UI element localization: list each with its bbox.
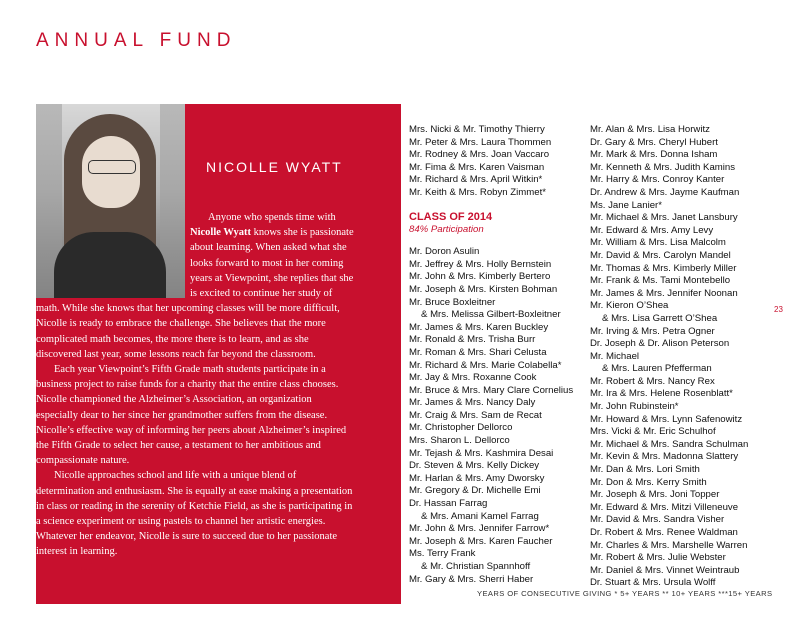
profile-story [36,210,354,560]
story-text: Anyone who spends time with [208,212,336,223]
donor-name: Mr. Christopher Dellorco [409,422,513,434]
donor-name: Mr. James & Mrs. Nancy Daly [409,397,536,409]
story-paragraph [36,468,354,559]
donor-name: Dr. Stuart & Mrs. Ursula Wolff [590,577,716,589]
donor-name: Mr. David & Mrs. Sandra Visher [590,514,725,526]
donor-name: Mr. Kieron O’Shea [590,300,669,312]
donor-name: Mr. Edward & Mrs. Amy Levy [590,224,714,236]
donor-name: Mr. Roman & Mrs. Shari Celusta [409,346,547,358]
donor-name: Mr. Craig & Mrs. Sam de Recat [409,409,542,421]
donor-name: Mr. Peter & Mrs. Laura Thommen [409,136,552,148]
donor-name: Mr. Ronald & Mrs. Trisha Burr [409,334,536,346]
donor-list-class-2014 [409,246,587,586]
donor-name: Ms. Terry Frank [409,548,476,560]
donor-name: Mr. James & Mrs. Jennifer Noonan [590,287,738,299]
donor-name: Mrs. Sharon L. Dellorco [409,435,510,447]
donor-name: Mr. Michael [590,350,640,362]
donor-name: Mr. Richard & Mrs. April Witkin* [409,174,543,186]
donor-name: Mr. Jeffrey & Mrs. Holly Bernstein [409,258,552,270]
donor-name: Dr. Gary & Mrs. Cheryl Hubert [590,136,718,148]
donor-name: & Mrs. Melissa Gilbert-Boxleitner [421,309,561,321]
donor-name: & Mrs. Lauren Pfefferman [602,363,712,375]
donor-name: Dr. Hassan Farrag [409,498,488,510]
donor-name: Mr. Jay & Mrs. Roxanne Cook [409,372,537,384]
story-text: Nicolle approaches school and life with a unique blend of determination and enthusiasm. She is equally at ease making a presentation in class or reading in the serenity of Ketchie Field, as she is participating in a science experiment or using pastels to channel her artistic energies. Whatever her endeavor, Nicolle is sure to succeed due to her passionate interest in learning. [36,470,353,558]
giving-legend: YEARS OF CONSECUTIVE GIVING * 5+ YEARS ** 10+ YEARS ***15+ YEARS [477,589,773,598]
donor-name: Mr. Robert & Mrs. Julie Webster [590,552,726,564]
donor-name: Mr. Bruce Boxleitner [409,296,496,308]
donor-name: Mr. John & Mrs. Kimberly Bertero [409,271,551,283]
donor-name: Mr. David & Mrs. Carolyn Mandel [590,249,731,261]
class-title: CLASS OF 2014 [409,210,493,223]
donor-name: Mr. James & Mrs. Karen Buckley [409,321,549,333]
profile-name: NICOLLE WYATT [206,159,343,175]
donor-name: Mr. Keith & Mrs. Robyn Zimmet* [409,186,547,198]
section-title: ANNUAL FUND [36,30,237,51]
donor-name: & Mrs. Lisa Garrett O’Shea [602,312,718,324]
story-paragraph [36,362,354,468]
donor-name: Mr. John Rubinstein* [590,401,679,413]
donor-name: Mr. Don & Mrs. Kerry Smith [590,476,707,488]
donor-list-previous-class [409,124,587,200]
donor-name: Mr. John & Mrs. Jennifer Farrow* [409,523,550,535]
donor-name: Mr. Richard & Mrs. Marie Colabella* [409,359,562,371]
donor-name: Mr. Mark & Mrs. Donna Isham [590,149,718,161]
donor-name: Mr. Joseph & Mrs. Kirsten Bohman [409,283,558,295]
donor-name: Mrs. Vicki & Mr. Eric Schulhof [590,426,716,438]
donor-name: Mr. Kenneth & Mrs. Judith Kamins [590,161,736,173]
donor-name: Mrs. Nicki & Mr. Timothy Thierry [409,124,545,135]
donor-name: Mr. William & Mrs. Lisa Malcolm [590,237,726,249]
donor-name: Mr. Bruce & Mrs. Mary Clare Cornelius [409,384,574,396]
donor-name: Mr. Fima & Mrs. Karen Vaisman [409,161,545,173]
donor-name: Dr. Robert & Mrs. Renee Waldman [590,527,738,538]
donor-list-class-2014-continued [590,124,770,590]
donor-name: Mr. Gregory & Dr. Michelle Emi [409,485,541,497]
donor-name: Mr. Harlan & Mrs. Amy Dworsky [409,472,545,484]
donor-name: Mr. Frank & Ms. Tami Montebello [590,275,731,287]
donor-name: Dr. Steven & Mrs. Kelly Dickey [409,460,540,472]
donor-name: Dr. Joseph & Dr. Alison Peterson [590,338,730,350]
story-text: Each year Viewpoint’s Fifth Grade math students participate in a business project to raise funds for a charity that the entire class chooses. Nicolle championed the Alzheimer’s Association, an organization especially dear to her since her grandmother suffers from the disease. Nicolle’s effective way of informing her peers about Alzheimer’s inspired the Fifth Grade to select her cause, a testament to her ambitious and compassionate nature. [36,364,347,467]
donor-name: Mr. Robert & Mrs. Nancy Rex [590,375,715,387]
donor-name: Mr. Joseph & Mrs. Joni Topper [590,489,720,501]
donor-name: Mr. Daniel & Mrs. Vinnet Weintraub [590,564,740,576]
photo-text-wrap-spacer [36,210,190,300]
story-name-emphasis: Nicolle Wyatt [190,227,251,239]
donor-name: Mr. Kevin & Mrs. Madonna Slattery [590,451,739,463]
donor-name: Mr. Edward & Mrs. Mitzi Villeneuve [590,501,739,513]
donor-name: Mr. Rodney & Mrs. Joan Vaccaro [409,149,550,161]
donor-name: Dr. Andrew & Mrs. Jayme Kaufman [590,186,740,198]
donor-column-left [409,124,587,586]
donor-column-right [590,124,770,590]
donor-name: Mr. Ira & Mrs. Helene Rosenblatt* [590,388,733,400]
class-participation: 84% Participation [409,223,484,235]
donor-name: Mr. Michael & Mrs. Janet Lansbury [590,212,738,224]
donor-name: & Mr. Christian Spannhoff [421,561,531,572]
donor-name: Mr. Gary & Mrs. Sherri Haber [409,573,534,585]
page-number: 23 [774,305,783,314]
donor-name: Mr. Tejash & Mrs. Kashmira Desai [409,447,554,459]
donor-name: Mr. Thomas & Mrs. Kimberly Miller [590,262,737,274]
photo-glasses-shape [88,160,136,174]
donor-name: Mr. Harry & Mrs. Conroy Kanter [590,174,725,186]
donor-name: Mr. Charles & Mrs. Marshelle Warren [590,539,748,551]
donor-name: Mr. Michael & Mrs. Sandra Schulman [590,438,749,450]
donor-name: Mr. Irving & Mrs. Petra Ogner [590,325,715,337]
donor-name: Mr. Dan & Mrs. Lori Smith [590,464,700,476]
donor-name: Mr. Doron Asulin [409,246,480,258]
donor-name: & Mrs. Amani Kamel Farrag [421,510,539,522]
donor-name: Mr. Joseph & Mrs. Karen Faucher [409,535,553,547]
donor-name: Mr. Alan & Mrs. Lisa Horwitz [590,124,710,135]
donor-name: Ms. Jane Lanier* [590,199,662,211]
story-text: knows she is passionate about learning. When asked what she looks forward to most in her coming years at Viewpoint, she replies that she is excited to continue her study of math. While she knows that her upcoming classes will be more difficult, Nicolle is ready to embrace the challenge. She believes that the more complicated math becomes, the more there is to learn, and as she discovered last year, some lessons reach far beyond the classroom. [36,227,354,360]
donor-name: Mr. Howard & Mrs. Lynn Safenowitz [590,413,743,425]
